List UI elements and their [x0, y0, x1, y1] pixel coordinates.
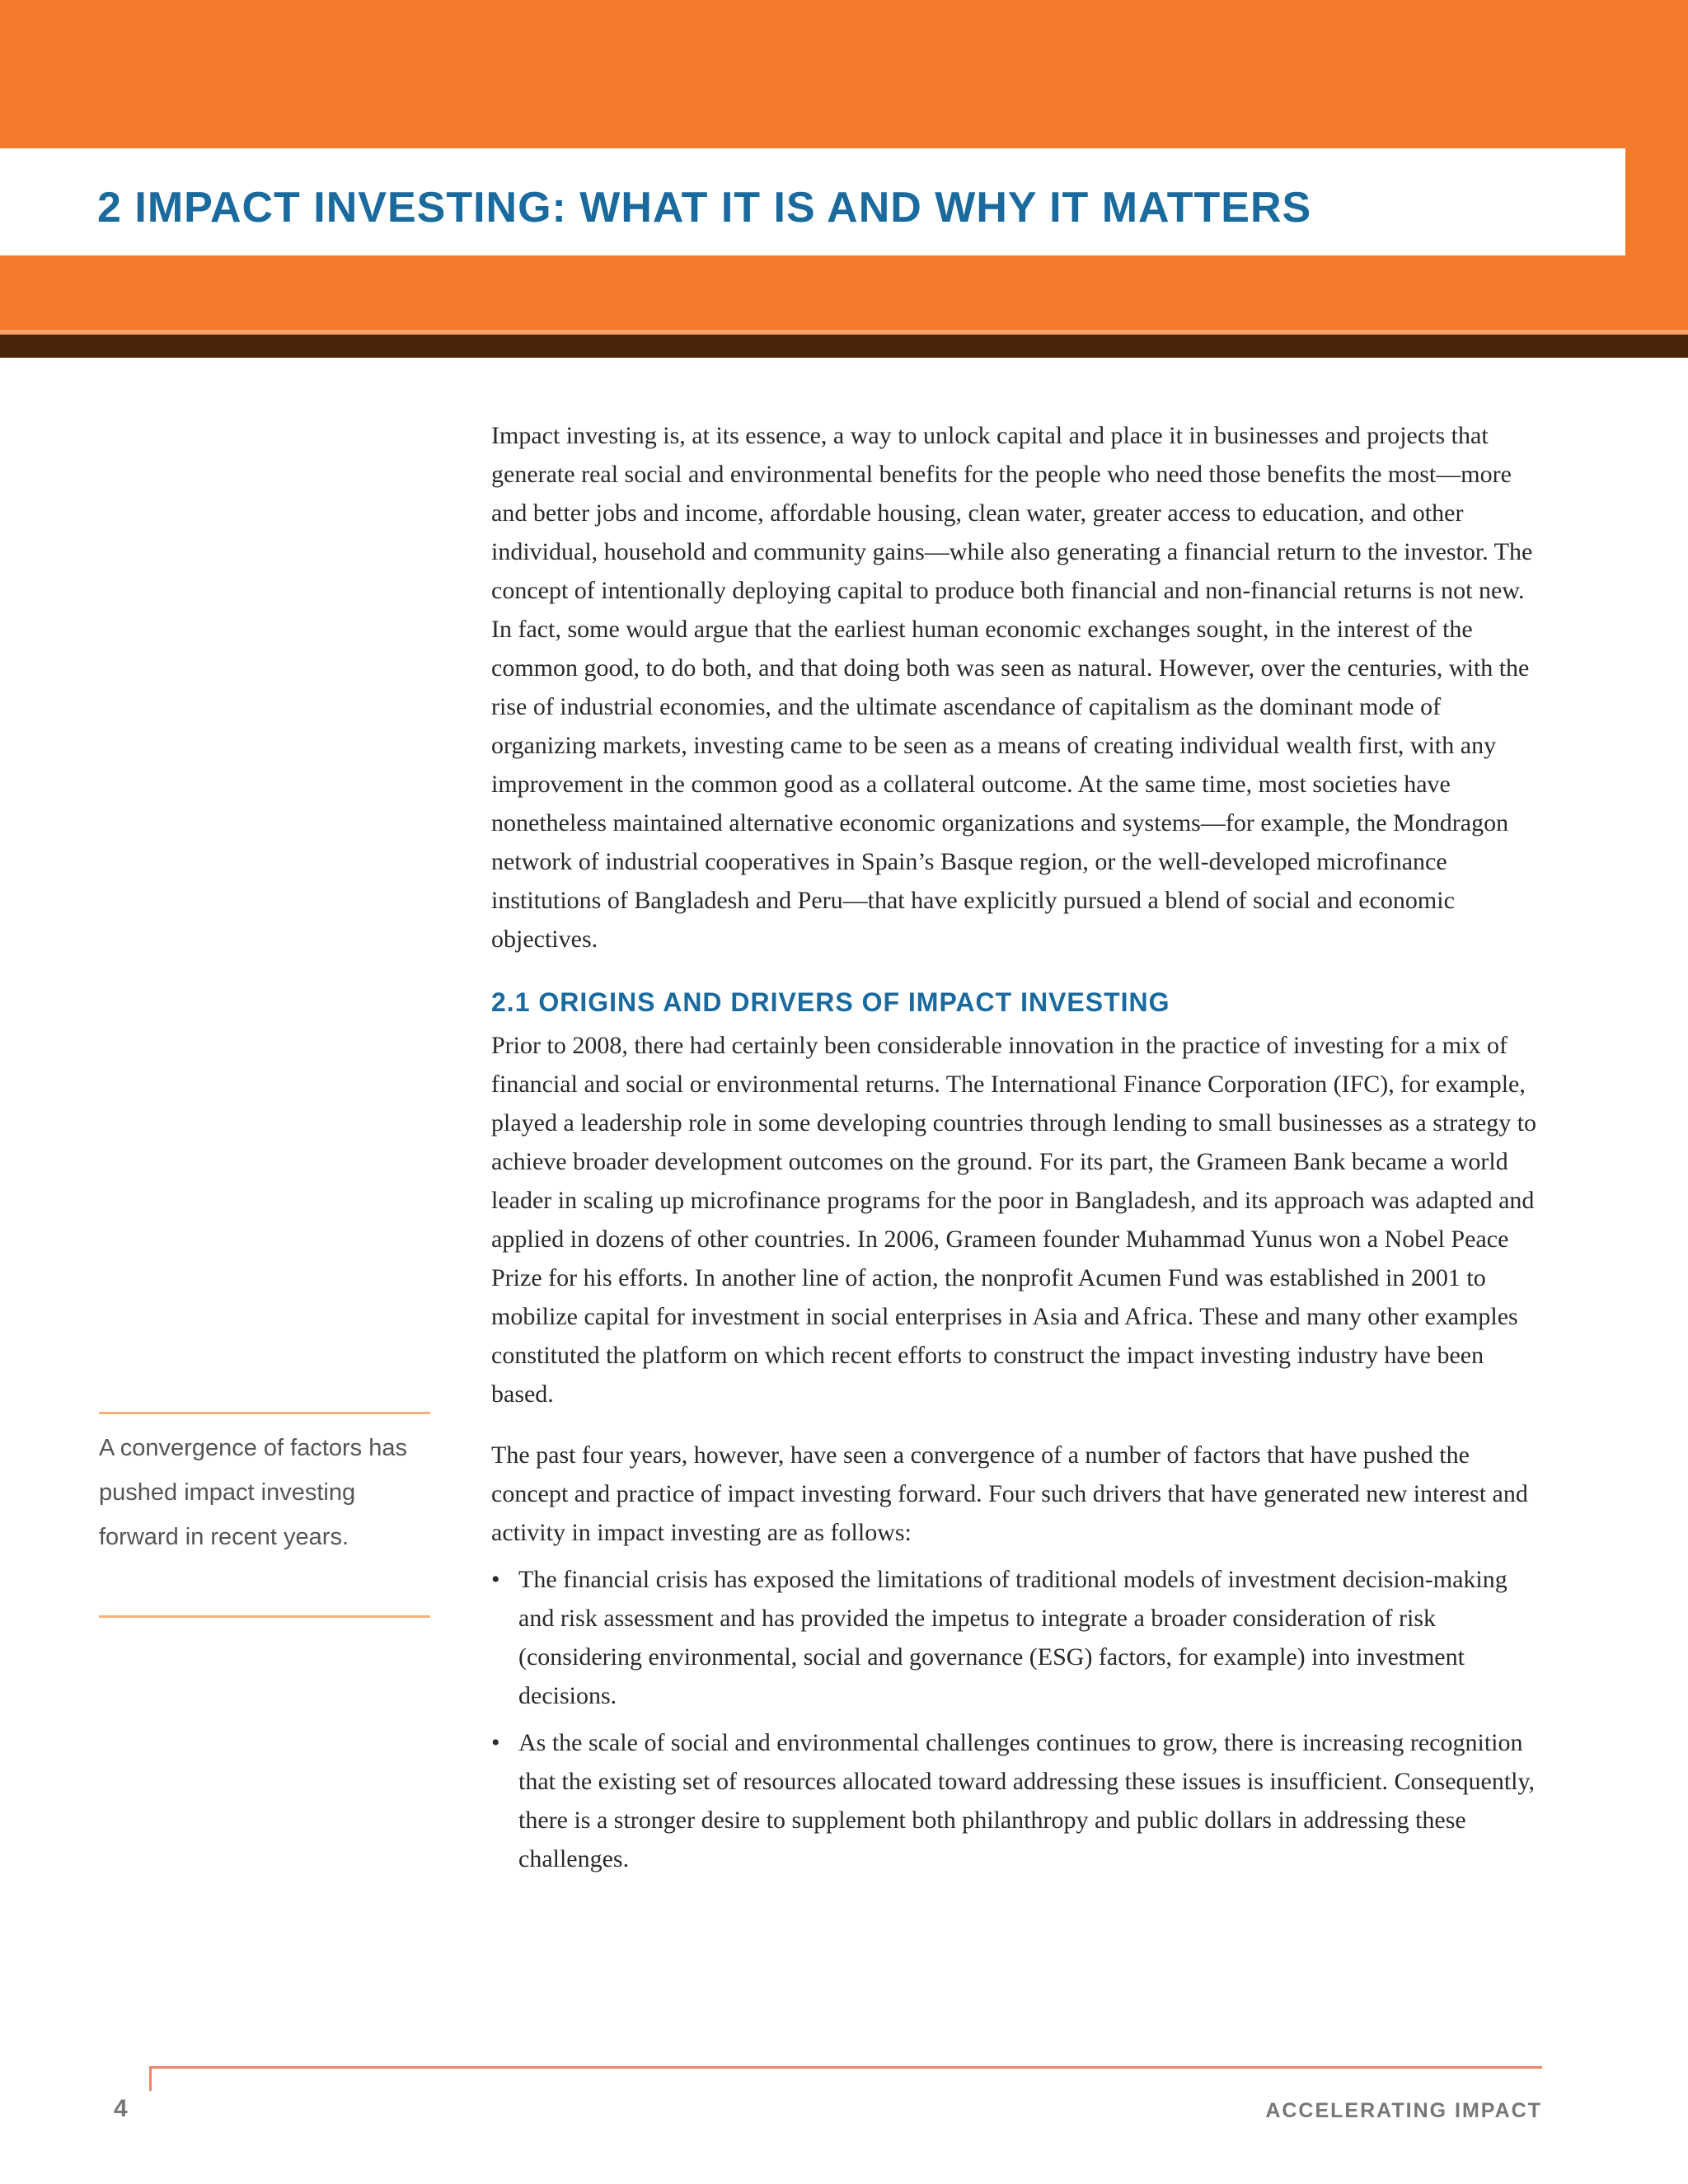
drivers-list — [491, 1560, 1542, 1878]
footer-rule — [149, 2066, 1542, 2069]
intro-paragraph: Impact investing is, at its essence, a way to unlock capital and place it in businesses and projects that generate real social and environmental benefits for the people who need those benefits the most—more and better jobs and income, affordable housing, clean water, greater access to education, and other individual, household and community gains—while also generating a financial return to the investor. The concept of intentionally deploying capital to produce both financial and non-financial returns is not new. In fact, some would argue that the earliest human economic exchanges sought, in the interest of the common good, to do both, and that doing both was seen as natural. However, over the centuries, with the rise of industrial economies, and the ultimate ascendance of capitalism as the dominant mode of organizing markets, investing came to be seen as a means of creating individual wealth first, with any improvement in the common good as a collateral outcome. At the same time, most societies have nonetheless maintained alternative economic organizations and systems—for example, the Mondragon network of industrial cooperatives in Spain’s Basque region, or the well-developed microfinance institutions of Bangladesh and Peru—that have explicitly pursued a blend of social and economic objectives. — [491, 422, 1533, 953]
bullet-icon: • — [491, 1566, 500, 1593]
pull-quote: A convergence of factors has pushed impact investing forward in recent years. — [99, 1435, 407, 1550]
page-number: 4 — [114, 2095, 128, 2122]
running-footer: ACCELERATING IMPACT — [1265, 2099, 1542, 2122]
bullet-text: As the scale of social and environmental challenges continues to grow, there is increasing recognition that the existing set of resources allocated toward addressing these issues is insufficient. Consequently, there is a stronger desire to supplement both philanthropy and public dollars in addressing these challenges. — [518, 1729, 1536, 1872]
header-dark-band — [0, 335, 1688, 358]
footer-tick — [149, 2066, 152, 2091]
drivers-paragraph: The past four years, however, have seen a convergence of a number of factors that have pushed the concept and practice of impact investing forward. Four such drivers that have generated new interest and activity in impact investing are as follows: — [491, 1441, 1528, 1546]
pull-quote-bottom-rule — [99, 1615, 430, 1618]
chapter-title: 2 IMPACT INVESTING: WHAT IT IS AND WHY IT MATTERS — [97, 184, 1312, 232]
origins-paragraph: Prior to 2008, there had certainly been considerable innovation in the practice of investing for a mix of financial and social or environmental returns. The International Finance Corporation (IFC), for example, played a leadership role in some developing countries through lending to small businesses as a strategy to achieve broader development outcomes on the ground. For its part, the Grameen Bank became a world leader in scaling up microfinance programs for the poor in Bangladesh, and its approach was adapted and applied in dozens of other countries. In 2006, Grameen founder Muhammad Yunus won a Nobel Peace Prize for his efforts. In another line of action, the nonprofit Acumen Fund was established in 2001 to mobilize capital for investment in social enterprises in Asia and Africa. These and many other examples constituted the platform on which recent efforts to construct the impact investing industry have been based. — [491, 1032, 1537, 1408]
list-item — [491, 1560, 1542, 1715]
pull-quote-top-rule — [99, 1412, 430, 1414]
main-column — [491, 416, 1542, 1886]
list-item — [491, 1723, 1542, 1878]
bullet-text: The financial crisis has exposed the limitations of traditional models of investment decision-making and risk assessment and has provided the impetus to integrate a broader consideration of risk (considering environmental, social and governance (ESG) factors, for example) into investment decisions. — [518, 1566, 1507, 1709]
bullet-icon: • — [491, 1729, 500, 1756]
section-heading: 2.1 ORIGINS AND DRIVERS OF IMPACT INVESTING — [491, 987, 1170, 1017]
